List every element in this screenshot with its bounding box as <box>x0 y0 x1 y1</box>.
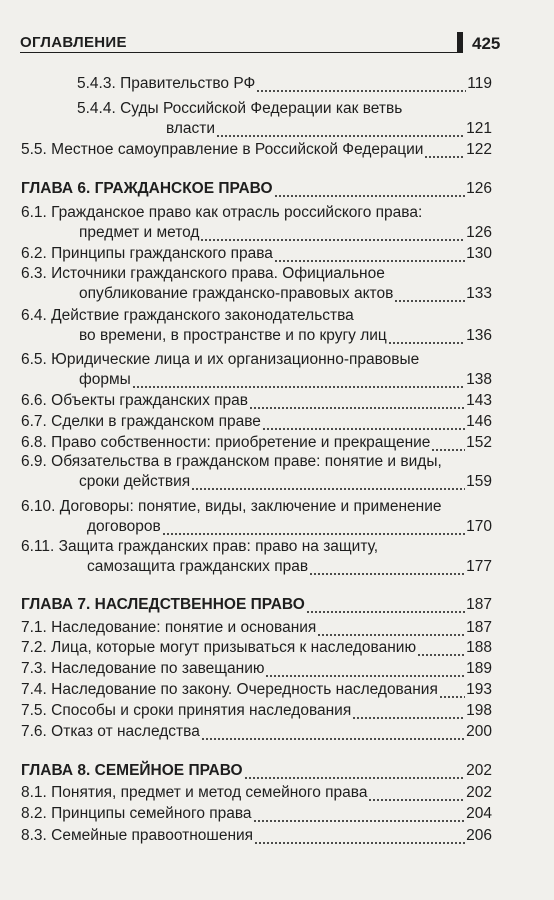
section-title: ОГЛАВЛЕНИЕ <box>20 34 127 51</box>
toc-entry-text: 6.5. Юридические лица и их организационно-правовые <box>21 351 420 368</box>
toc-entry-text: 7.6. Отказ от наследства <box>21 723 200 740</box>
dot-leader <box>306 595 465 615</box>
dot-leader <box>162 517 465 537</box>
toc-page-number: 136 <box>466 327 492 344</box>
dot-leader <box>274 244 465 264</box>
toc-page-number: 188 <box>466 639 492 656</box>
toc-page-number: 189 <box>466 660 492 677</box>
dot-leader <box>274 179 466 199</box>
toc-entry <box>79 370 492 390</box>
toc-chapter-entry <box>21 179 492 199</box>
toc-entry <box>166 119 492 139</box>
toc-entry <box>21 618 492 638</box>
toc-entry-text: 6.7. Сделки в гражданском праве <box>21 413 261 430</box>
toc-entry-text: договоров <box>87 518 161 535</box>
dot-leader <box>200 223 465 243</box>
dot-leader <box>249 391 465 411</box>
toc-entry-text: 6.1. Гражданское право как отрасль российского права: <box>21 204 423 221</box>
toc-page-number: 122 <box>466 141 492 158</box>
toc-page-number: 133 <box>466 285 492 302</box>
toc-entry-text: предмет и метод <box>79 224 200 241</box>
dot-leader <box>439 680 465 700</box>
toc-entry <box>21 701 492 721</box>
toc-entry-text: 7.1. Наследование: понятие и основания <box>21 619 317 636</box>
toc-entry <box>87 557 492 577</box>
toc-entry <box>79 223 492 243</box>
toc-page-number: 198 <box>466 702 492 719</box>
toc-page-number: 130 <box>466 245 492 262</box>
dot-leader <box>244 761 466 781</box>
toc-entry-text: 5.4.3. Правительство РФ <box>77 75 256 92</box>
toc-entry <box>79 284 492 304</box>
toc-page-number: 200 <box>466 723 492 740</box>
toc-entry <box>21 412 492 432</box>
toc-entry <box>77 74 492 94</box>
toc-entry-text: власти <box>166 120 216 137</box>
toc-entry <box>79 472 492 492</box>
dot-leader <box>216 119 465 139</box>
dot-leader <box>254 826 465 846</box>
toc-page-number: 204 <box>466 805 492 822</box>
toc-page-number: 170 <box>466 518 492 535</box>
toc-entry-text: 6.10. Договоры: понятие, виды, заключение и применение <box>21 498 442 515</box>
dot-leader <box>201 722 465 742</box>
dot-leader <box>388 326 465 346</box>
dot-leader <box>424 140 465 160</box>
dot-leader <box>394 284 465 304</box>
toc-entry-text: 5.5. Местное самоуправление в Российской Федерации <box>21 141 424 158</box>
toc-entry-text: самозащита гражданских прав <box>87 558 309 575</box>
dot-leader <box>265 659 465 679</box>
toc-entry-text: 6.8. Право собственности: приобретение и прекращение <box>21 434 431 451</box>
toc-entry-text: ГЛАВА 7. НАСЛЕДСТВЕННОЕ ПРАВО <box>21 596 305 613</box>
toc-page-number: 202 <box>466 762 492 779</box>
toc-entry-text: 6.2. Принципы гражданского права <box>21 245 273 262</box>
toc-page-number: 187 <box>466 596 492 613</box>
toc-chapter-entry <box>21 761 492 781</box>
dot-leader <box>431 433 465 453</box>
toc-entry-text: 6.3. Источники гражданского права. Официальное <box>21 265 385 282</box>
toc-entry-text: 8.2. Принципы семейного права <box>21 805 252 822</box>
toc-entry-text: сроки действия <box>79 473 191 490</box>
toc-page-number: 146 <box>466 413 492 430</box>
toc-entry-text: 7.3. Наследование по завещанию <box>21 660 265 677</box>
page-number: 425 <box>472 34 501 53</box>
toc-entry-text: 8.1. Понятия, предмет и метод семейного права <box>21 784 368 801</box>
toc-entry <box>21 722 492 742</box>
dot-leader <box>132 370 465 390</box>
dot-leader <box>417 638 465 658</box>
dot-leader <box>253 804 466 824</box>
toc-page-number: 121 <box>466 120 492 137</box>
toc-entry <box>21 433 492 453</box>
toc-page-number: 187 <box>466 619 492 636</box>
toc-entry <box>21 804 492 824</box>
toc-page-number: 159 <box>466 473 492 490</box>
toc-page-number: 152 <box>466 434 492 451</box>
toc-entry <box>21 244 492 264</box>
toc-entry <box>21 659 492 679</box>
dot-leader <box>317 618 465 638</box>
dot-leader <box>309 557 465 577</box>
toc-entry-text: 6.6. Объекты гражданских прав <box>21 392 248 409</box>
toc-page-number: 206 <box>466 827 492 844</box>
toc-entry-text: 8.3. Семейные правоотношения <box>21 827 254 844</box>
toc-entry <box>21 783 492 803</box>
toc-page-number: 177 <box>466 558 492 575</box>
toc-entry <box>21 140 492 160</box>
toc-entry <box>21 826 492 846</box>
dot-leader <box>368 783 465 803</box>
toc-page-number: 126 <box>466 180 492 197</box>
toc-entry-text: 6.9. Обязательства в гражданском праве: понятие и виды, <box>21 453 442 470</box>
toc-entry-text: во времени, в пространстве и по кругу лиц <box>79 327 387 344</box>
toc-entry <box>21 391 492 411</box>
dot-leader <box>262 412 465 432</box>
toc-page-number: 138 <box>466 371 492 388</box>
toc-entry-text: 7.2. Лица, которые могут призываться к наследованию <box>21 639 417 656</box>
toc-page-number: 143 <box>466 392 492 409</box>
toc-entry-text: 6.11. Защита гражданских прав: право на защиту, <box>21 538 379 555</box>
toc-entry <box>21 680 492 700</box>
toc-entry <box>21 638 492 658</box>
toc-entry-text: 6.4. Действие гражданского законодательства <box>21 307 354 324</box>
toc-entry-text: ГЛАВА 8. СЕМЕЙНОЕ ПРАВО <box>21 762 243 779</box>
toc-entry-text: 7.5. Способы и сроки принятия наследования <box>21 702 352 719</box>
toc-entry-text: 5.4.4. Суды Российской Федерации как ветвь <box>77 100 403 117</box>
toc-entry-text: формы <box>79 371 131 388</box>
dot-leader <box>191 472 465 492</box>
toc-entry <box>87 517 492 537</box>
toc-page-number: 193 <box>466 681 492 698</box>
dot-leader <box>352 701 465 721</box>
toc-entry <box>79 326 492 346</box>
dot-leader <box>256 74 466 94</box>
toc-page-number: 126 <box>466 224 492 241</box>
toc-entry-text: опубликование гражданско-правовых актов <box>79 285 394 302</box>
toc-entry-text: ГЛАВА 6. ГРАЖДАНСКОЕ ПРАВО <box>21 180 273 197</box>
toc-page-number: 119 <box>467 75 492 92</box>
toc-page-number: 202 <box>466 784 492 801</box>
toc-chapter-entry <box>21 595 492 615</box>
toc-entry-text: 7.4. Наследование по закону. Очередность наследования <box>21 681 438 698</box>
